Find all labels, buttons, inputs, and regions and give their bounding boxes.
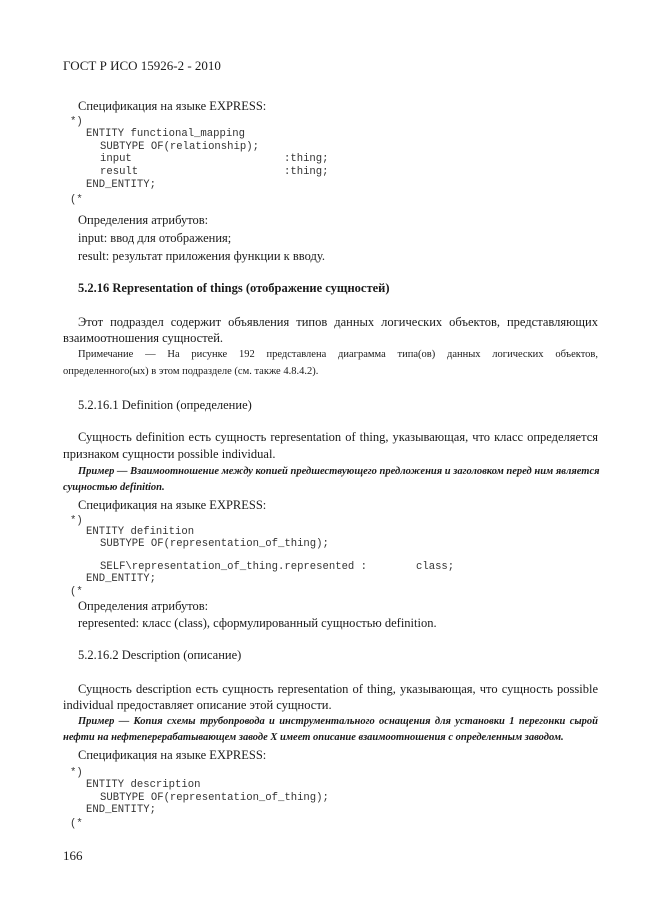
paragraph-line: Этот подраздел содержит объявления типов данных логических объектов, представляющих: [78, 315, 598, 329]
code-line: class;: [416, 561, 455, 573]
express-spec-label: Спецификация на языке EXPRESS:: [78, 99, 267, 113]
code-line: ENTITY functional_mapping: [86, 128, 245, 140]
attribute-definition: result: результат приложения функции к вводу.: [78, 249, 325, 263]
code-comment-open: *): [70, 767, 83, 779]
code-line: result: [100, 166, 139, 178]
example-line: Пример — Взаимоотношение между копией предшествующего предложения и заголовком перед ним является: [78, 466, 600, 477]
paragraph-line: Сущность definition есть сущность representation of thing, указывающая, что класс определяется: [78, 430, 598, 444]
note-line: определенного(ых) в этом подразделе (см. также 4.8.4.2).: [63, 366, 319, 377]
code-line: END_ENTITY;: [86, 179, 156, 191]
express-spec-label: Спецификация на языке EXPRESS:: [78, 498, 267, 512]
code-line: input: [100, 153, 132, 165]
code-comment-close: (*: [70, 586, 83, 598]
paragraph-line: взаимоотношения сущностей.: [63, 331, 224, 345]
code-line: SUBTYPE OF(relationship);: [100, 141, 259, 153]
code-comment-close: (*: [70, 818, 83, 830]
code-line: SUBTYPE OF(representation_of_thing);: [100, 792, 329, 804]
paragraph-line: individual предоставляет описание этой сущности.: [63, 698, 332, 712]
attribute-definition: represented: класс (class), сформулированный сущностью definition.: [78, 616, 437, 630]
attribute-definitions-title: Определения атрибутов:: [78, 599, 209, 613]
page-number: 166: [63, 848, 83, 863]
code-line: ENTITY definition: [86, 526, 195, 538]
code-comment-close: (*: [70, 194, 83, 206]
code-line: END_ENTITY;: [86, 573, 156, 585]
code-line: :thing;: [284, 166, 329, 178]
code-line: SUBTYPE OF(representation_of_thing);: [100, 538, 329, 550]
code-line: :thing;: [284, 153, 329, 165]
subsection-heading: 5.2.16.2 Description (описание): [78, 648, 242, 662]
note-line: Примечание — На рисунке 192 представлена диаграмма типа(ов) данных логических объектов,: [78, 349, 598, 360]
section-heading: 5.2.16 Representation of things (отображение сущностей): [78, 281, 390, 295]
example-line: сущностью definition.: [63, 482, 165, 493]
code-comment-open: *): [70, 116, 83, 128]
example-line: нефти на нефтеперерабатывающем заводе X имеет описание взаимоотношения с определенным заводом.: [63, 732, 564, 743]
code-comment-open: *): [70, 515, 83, 527]
code-line: END_ENTITY;: [86, 804, 156, 816]
paragraph-line: признаком сущности possible individual.: [63, 447, 276, 461]
code-line: ENTITY description: [86, 779, 201, 791]
paragraph-line: Сущность description есть сущность representation of thing, указывающая, что сущность possible: [78, 682, 598, 696]
attribute-definition: input: ввод для отображения;: [78, 231, 232, 245]
document-header: ГОСТ Р ИСО 15926-2 - 2010: [63, 58, 221, 73]
example-line: Пример — Копия схемы трубопровода и инструментального оснащения для установки 1 перегонки сырой: [78, 716, 598, 727]
express-spec-label: Спецификация на языке EXPRESS:: [78, 748, 267, 762]
attribute-definitions-title: Определения атрибутов:: [78, 213, 209, 227]
subsection-heading: 5.2.16.1 Definition (определение): [78, 398, 252, 412]
code-line: SELF\representation_of_thing.represented :: [100, 561, 368, 573]
